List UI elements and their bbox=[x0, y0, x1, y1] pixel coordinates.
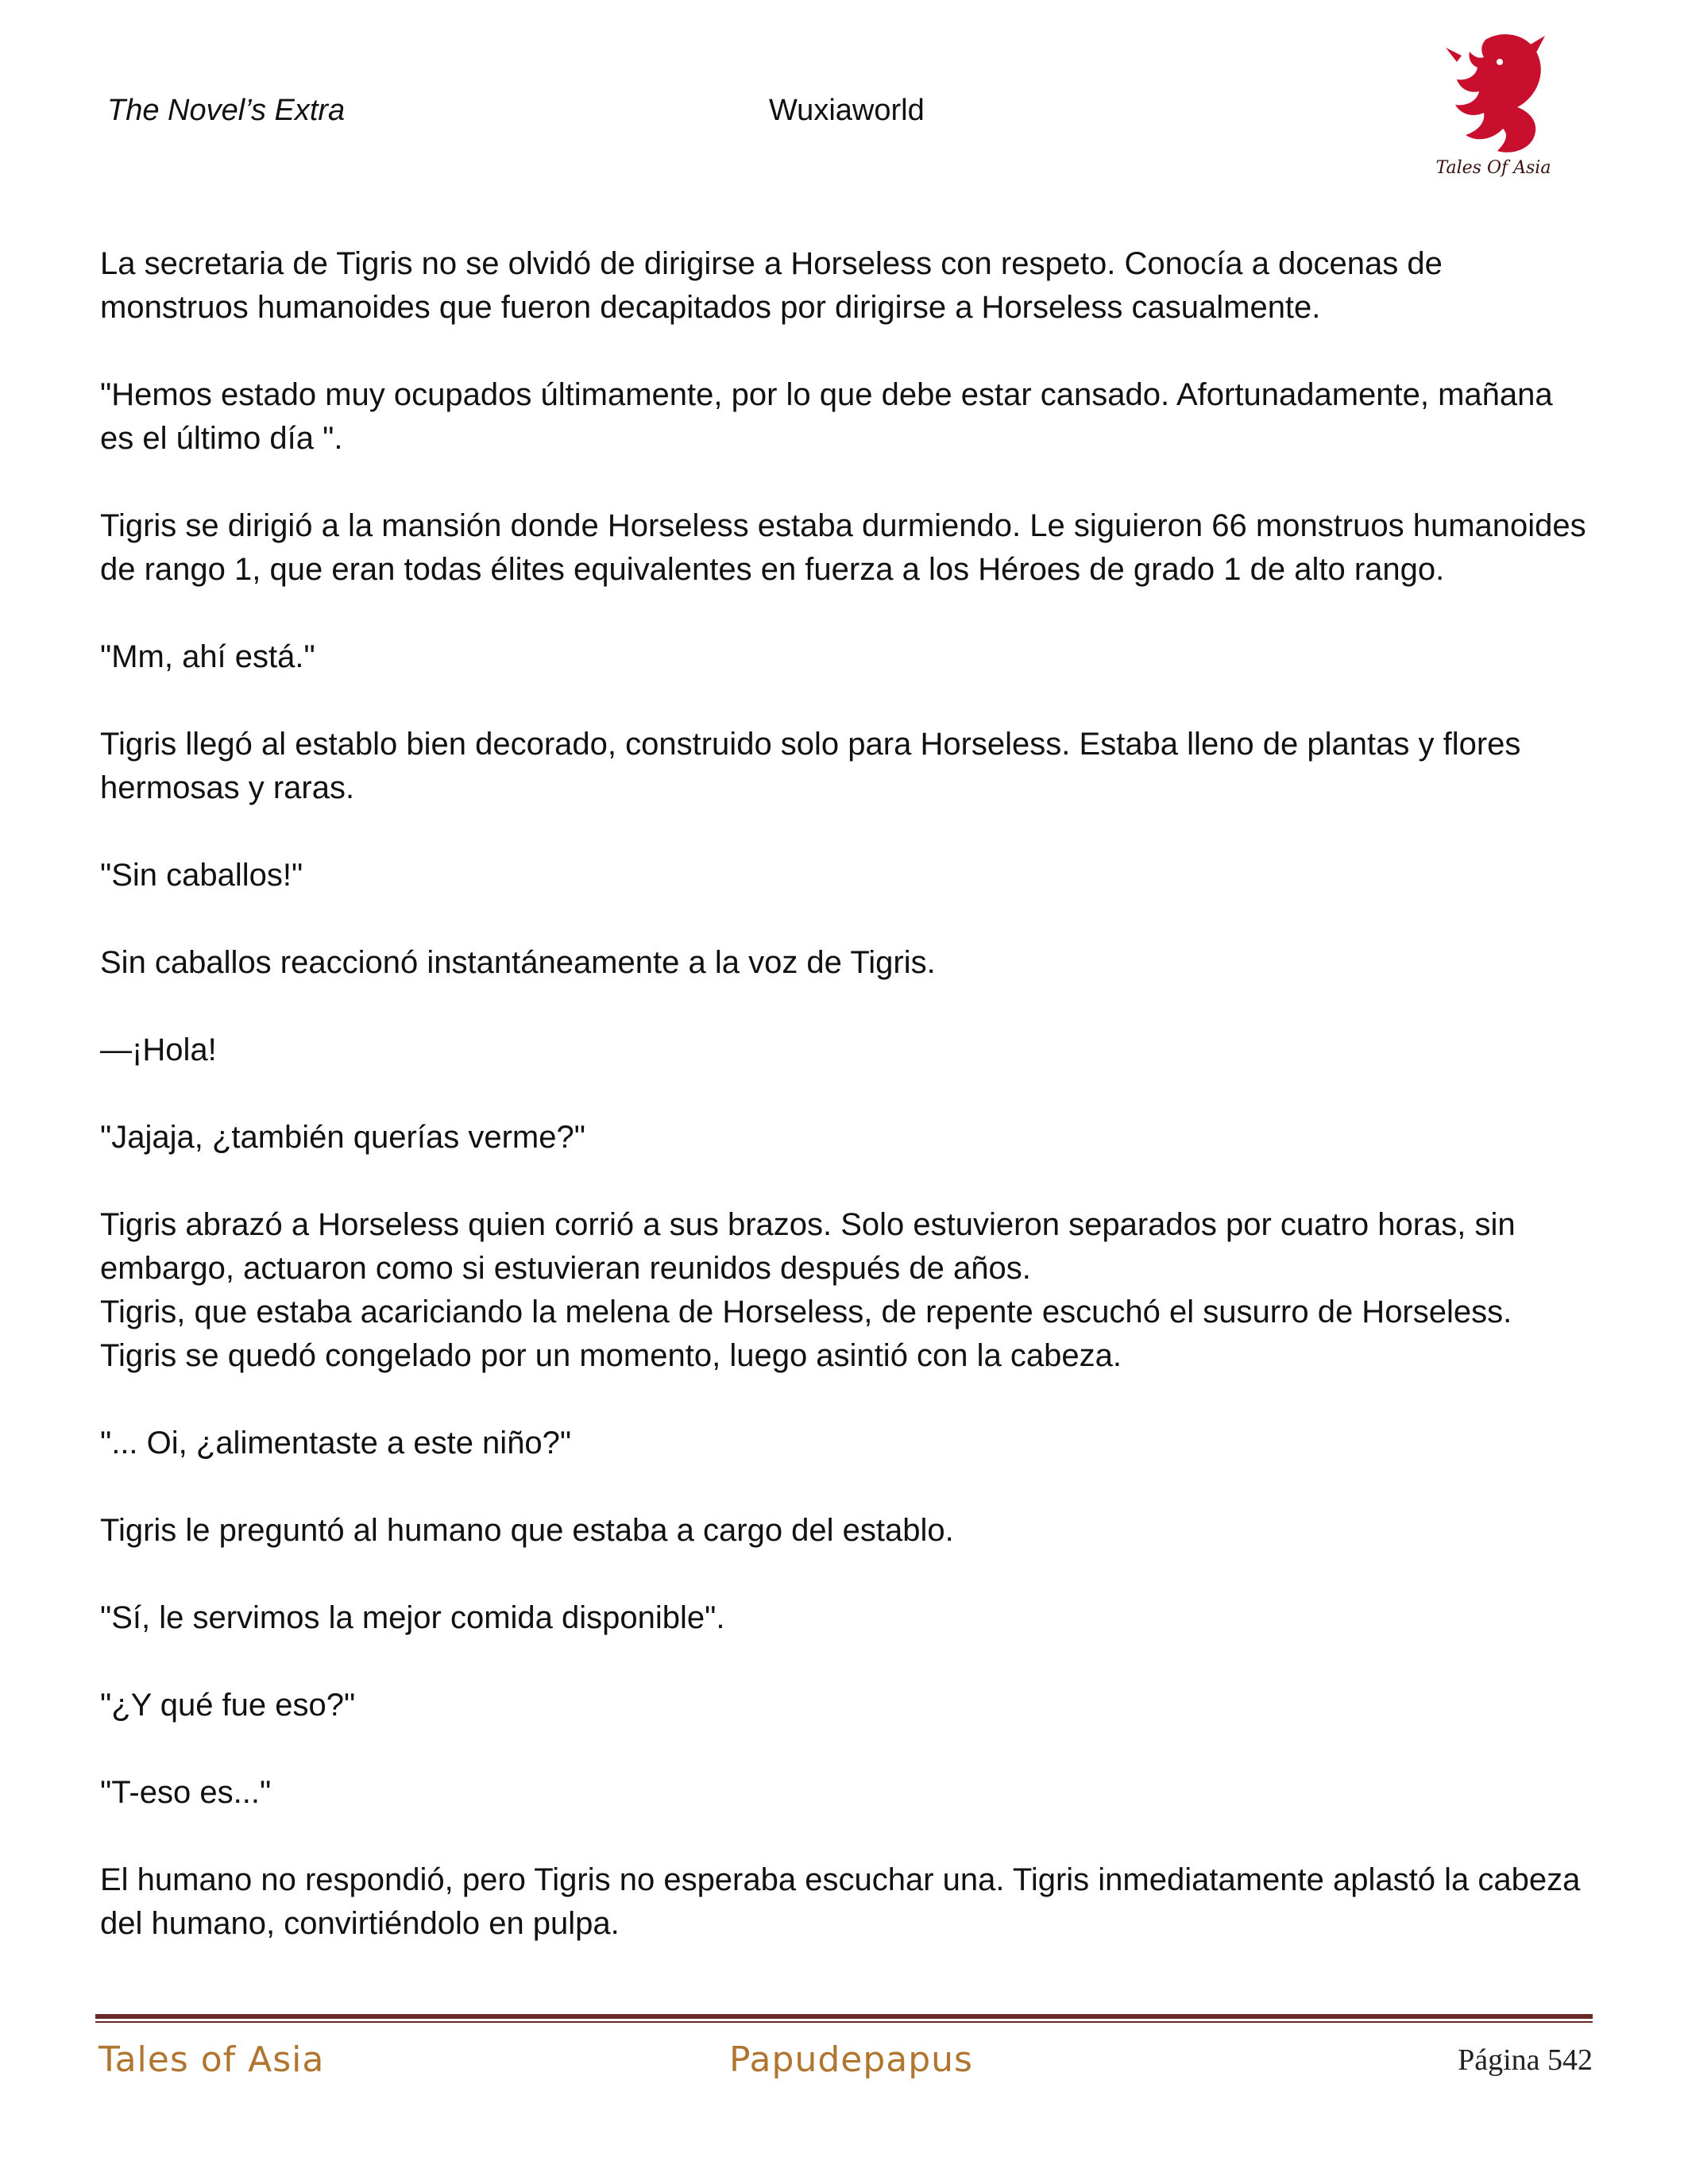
paragraph: Sin caballos reaccionó instantáneamente a la voz de Tigris. bbox=[100, 945, 936, 980]
paragraph: "Hemos estado muy ocupados últimamente, por lo que debe estar cansado. Afortunadamente, mañana es el último día ". bbox=[100, 377, 1553, 456]
footer-translator: Papudepapus bbox=[729, 2039, 973, 2080]
paragraph: "Sin caballos!" bbox=[100, 858, 303, 893]
page-number: Página 542 bbox=[1458, 2043, 1593, 2077]
paragraph: Tigris se dirigió a la mansión donde Horseless estaba durmiendo. Le siguieron 66 monstruos humanoides de rango 1, que eran todas élites equivalentes en fuerza a los Héroes de grado 1 de alto rango. bbox=[100, 508, 1586, 587]
paragraph: "Sí, le servimos la mejor comida disponible". bbox=[100, 1600, 725, 1635]
logo-text: Tales Of Asia bbox=[1435, 158, 1551, 178]
paragraph: "Jajaja, ¿también querías verme?" bbox=[100, 1120, 585, 1155]
paragraph: "T-eso es..." bbox=[100, 1775, 272, 1810]
paragraph: "Mm, ahí está." bbox=[100, 639, 315, 674]
paragraph: El humano no respondió, pero Tigris no esperaba escuchar una. Tigris inmediatamente aplastó la cabeza del humano, convirtiéndolo en pulpa. bbox=[100, 1862, 1581, 1941]
chapter-body bbox=[100, 242, 1593, 1989]
footer-divider-thin bbox=[95, 2021, 1593, 2023]
paragraph: "... Oi, ¿alimentaste a este niño?" bbox=[100, 1426, 572, 1461]
paragraph: Tigris, que estaba acariciando la melena de Horseless, de repente escuchó el susurro de Horseless. Tigris se quedó congelado por un momento, luego asintió con la cabeza. bbox=[100, 1295, 1512, 1373]
paragraph: Tigris abrazó a Horseless quien corrió a sus brazos. Solo estuvieron separados por cuatro horas, sin embargo, actuaron como si estuvieran reunidos después de años. bbox=[100, 1207, 1516, 1286]
footer-divider bbox=[95, 2014, 1593, 2024]
site-name: Wuxiaworld bbox=[769, 94, 925, 127]
paragraph: Tigris llegó al establo bien decorado, construido solo para Horseless. Estaba lleno de plantas y flores hermosas y raras. bbox=[100, 727, 1521, 805]
novel-title: The Novel’s Extra bbox=[107, 94, 346, 127]
page-header bbox=[0, 0, 1688, 199]
paragraph: Tigris le preguntó al humano que estaba a cargo del establo. bbox=[100, 1513, 954, 1548]
paragraph: "¿Y qué fue eso?" bbox=[100, 1688, 356, 1723]
paragraph: —¡Hola! bbox=[100, 1032, 217, 1067]
tales-of-asia-logo bbox=[1430, 24, 1557, 183]
footer-publisher: Tales of Asia bbox=[98, 2039, 325, 2080]
paragraph: La secretaria de Tigris no se olvidó de dirigirse a Horseless con respeto. Conocía a docenas de monstruos humanoides que fueron decapitados por dirigirse a Horseless casualmente. bbox=[100, 246, 1443, 325]
footer-divider-thick bbox=[95, 2014, 1593, 2019]
